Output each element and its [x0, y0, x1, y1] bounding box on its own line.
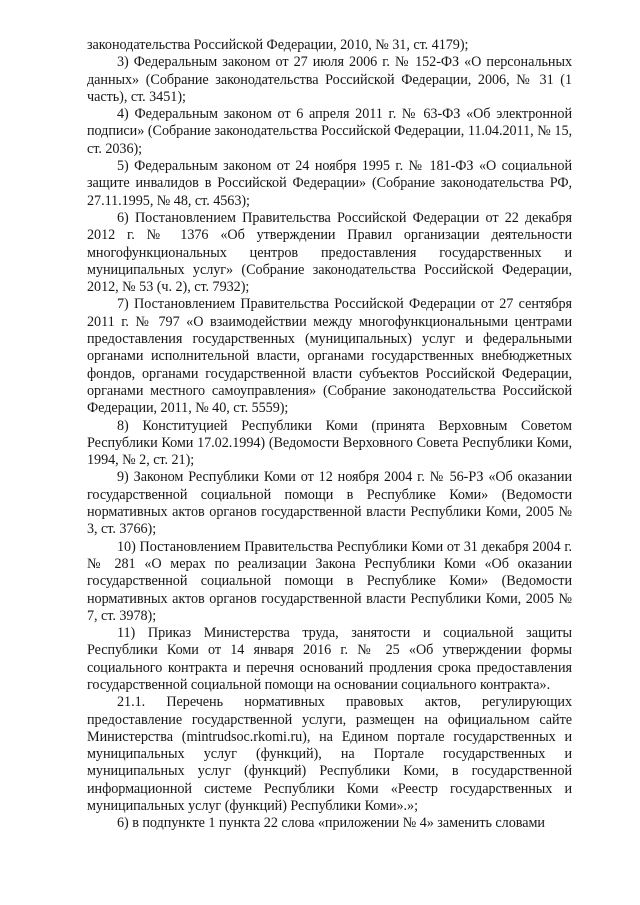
paragraph-amendment-6: 6) в подпункте 1 пункта 22 слова «приложении № 4» заменить словами: [117, 815, 545, 832]
document-page: [87, 37, 572, 833]
paragraph-item-10: 10) Постановлением Правительства Республики Коми от 31 декабря 2004 г. № 281 «О мерах по реализации Закона Республики Коми «Об оказании государственной социальной помощи в Республике Коми» (Ведомости нормативных актов органов государственной власти Республики Коми, 2005 № 7, ст. 3978);: [87, 538, 572, 624]
paragraph-item-9: 9) Законом Республики Коми от 12 ноября 2004 г. № 56-РЗ «Об оказании государственной социальной помощи в Республике Коми» (Ведомости нормативных актов органов государственной власти Республики Коми, 2005 № 3, ст. 3766);: [87, 469, 572, 538]
paragraph-continuation: законодательства Российской Федерации, 2010, № 31, ст. 4179);: [87, 37, 469, 53]
paragraph-item-5: 5) Федеральным законом от 24 ноября 1995 г. № 181-ФЗ «О социальной защите инвалидов в Российской Федерации» (Собрание законодательства РФ, 27.11.1995, № 48, ст. 4563);: [87, 158, 572, 209]
paragraph-section-21-1: 21.1. Перечень нормативных правовых актов, регулирующих предоставление государственной услуги, размещен на официальном сайте Министерства (mintrudsoc.rkomi.ru), на Едином портале государственных и муниципальных услуг (функций), на Портале государственных и муниципальных услуг (функций) Республики Коми, в государственной информационной системе Республики Коми «Реестр государственных и муниципальных услуг (функций) Республики Коми».»;: [87, 694, 572, 815]
paragraph-item-11: 11) Приказ Министерства труда, занятости и социальной защиты Республики Коми от 14 января 2016 г. № 25 «Об утверждении формы социального контракта и перечня оснований продления срока предоставления государственной социальной помощи на основании социального контракта».: [87, 625, 572, 693]
paragraph-item-6: 6) Постановлением Правительства Российской Федерации от 22 декабря 2012 г. № 1376 «Об утверждении Правил организации деятельности многофункциональных центров предоставления государственных и муниципальных услуг» (Собрание законодательства Российской Федерации, 2012, № 53 (ч. 2), ст. 7932);: [87, 209, 572, 296]
paragraph-item-7: 7) Постановлением Правительства Российской Федерации от 27 сентября 2011 г. № 797 «О взаимодействии между многофункциональными центрами предоставления государственных (муниципальных) услуг и федеральными органами исполнительной власти, органами государственных внебюджетных фондов, органами государственной власти субъектов Российской Федерации, органами местного самоуправления» (Собрание законодательства Российской Федерации, 2011, № 40, ст. 5559);: [87, 296, 572, 417]
paragraph-item-4: 4) Федеральным законом от 6 апреля 2011 г. № 63-ФЗ «Об электронной подписи» (Собрание законодательства Российской Федерации, 11.04.2011, № 15, ст. 2036);: [87, 106, 572, 157]
paragraph-item-8: 8) Конституцией Республики Коми (принята Верховным Советом Республики Коми 17.02.1994) (Ведомости Верховного Совета Республики Коми, 1994, № 2, ст. 21);: [87, 417, 572, 469]
paragraph-item-3: 3) Федеральным законом от 27 июля 2006 г. № 152-ФЗ «О персональных данных» (Собрание законодательства Российской Федерации, 2006, № 31 (1 часть), ст. 3451);: [87, 54, 572, 105]
